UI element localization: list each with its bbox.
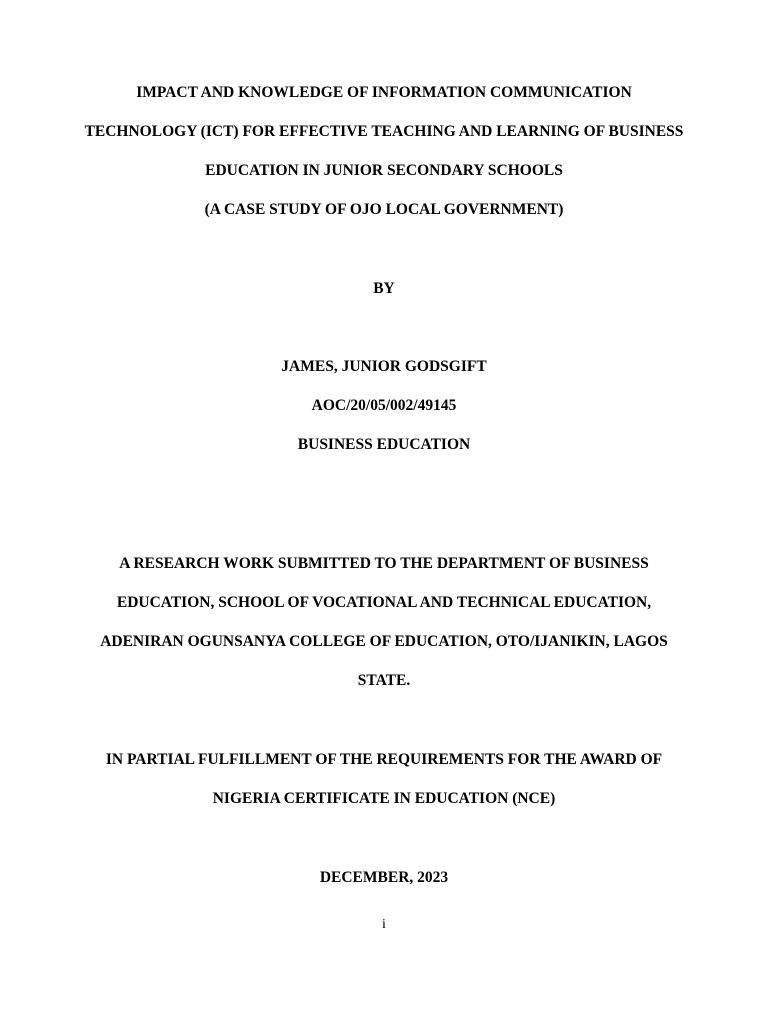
fulfillment-line-2: NIGERIA CERTIFICATE IN EDUCATION (NCE) [212, 790, 556, 807]
submission-line-4: STATE. [357, 672, 411, 689]
matric-number: AOC/20/05/002/49145 [311, 397, 457, 414]
submission-line-3: ADENIRAN OGUNSANYA COLLEGE OF EDUCATION, OTO/IJANIKIN, LAGOS [100, 633, 668, 650]
page-number: i [382, 917, 386, 932]
title-line-3: EDUCATION IN JUNIOR SECONDARY SCHOOLS [205, 162, 563, 179]
title-line-1: IMPACT AND KNOWLEDGE OF INFORMATION COMMUNICATION [136, 84, 632, 101]
title-line-2: TECHNOLOGY (ICT) FOR EFFECTIVE TEACHING AND LEARNING OF BUSINESS [84, 123, 684, 140]
by-label: BY [373, 280, 395, 297]
department: BUSINESS EDUCATION [297, 436, 471, 453]
submission-line-2: EDUCATION, SCHOOL OF VOCATIONAL AND TECHNICAL EDUCATION, [116, 594, 652, 611]
submission-date: DECEMBER, 2023 [319, 869, 449, 886]
title-line-4: (A CASE STUDY OF OJO LOCAL GOVERNMENT) [204, 201, 564, 218]
submission-line-1: A RESEARCH WORK SUBMITTED TO THE DEPARTMENT OF BUSINESS [119, 555, 649, 572]
fulfillment-line-1: IN PARTIAL FULFILLMENT OF THE REQUIREMENTS FOR THE AWARD OF [105, 751, 663, 768]
author-name: JAMES, JUNIOR GODSGIFT [281, 358, 487, 375]
